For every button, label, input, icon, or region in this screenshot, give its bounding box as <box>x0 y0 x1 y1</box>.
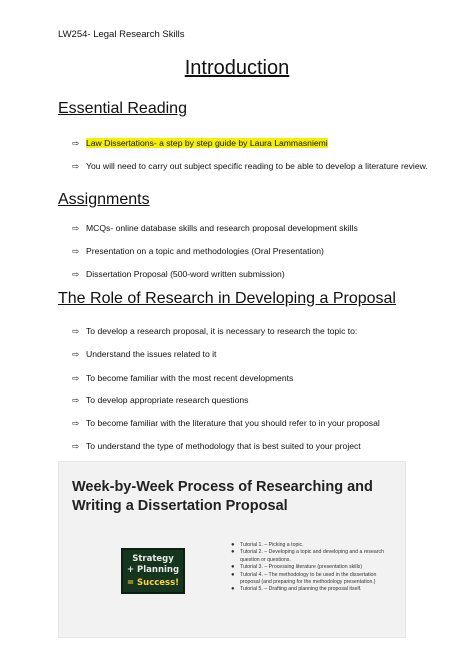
arrow-icon: ⇨ <box>72 138 80 148</box>
arrow-icon: ⇨ <box>72 418 80 428</box>
role-item <box>72 440 432 452</box>
role-item-text: Understand the issues related to it <box>86 349 217 359</box>
role-item <box>72 417 432 429</box>
role-item <box>72 348 432 360</box>
arrow-icon: ⇨ <box>72 373 80 383</box>
tutorial-text: Tutorial 3. – Processing literature (presentation skills) <box>240 564 363 571</box>
bullet-icon: ● <box>231 549 235 556</box>
tutorial-item <box>231 564 393 571</box>
role-item-text: To become familiar with the most recent developments <box>86 373 294 383</box>
tutorial-item <box>231 586 393 593</box>
bullet-icon: ● <box>231 571 235 578</box>
arrow-icon: ⇨ <box>72 223 80 233</box>
assignment-item-text: Dissertation Proposal (500-word written submission) <box>86 269 285 279</box>
arrow-icon: ⇨ <box>72 441 80 451</box>
assignment-item <box>72 222 432 234</box>
tutorial-item <box>231 542 393 549</box>
role-heading: The Role of Research in Developing a Proposal <box>58 290 396 307</box>
course-header: LW254- Legal Research Skills <box>58 29 185 40</box>
embedded-slide-image <box>58 461 406 638</box>
tutorial-text: Tutorial 4. – The methodology to be used in the dissertation proposal (and preparing for the methodology presentation.) <box>240 571 377 586</box>
bullet-icon: ● <box>231 564 235 571</box>
bullet-icon: ● <box>231 542 235 548</box>
assignment-item <box>72 268 432 280</box>
assignment-item-text: MCQs- online database skills and research proposal development skills <box>86 223 358 233</box>
page-title: Introduction <box>184 57 290 79</box>
role-item <box>72 372 432 384</box>
arrow-icon: ⇨ <box>72 161 80 171</box>
tutorial-list <box>231 542 393 594</box>
tutorial-text: Tutorial 5. – Drafting and planning the proposal itself. <box>240 586 362 593</box>
arrow-icon: ⇨ <box>72 395 80 405</box>
arrow-icon: ⇨ <box>72 349 80 359</box>
assignments-heading: Assignments <box>58 191 150 208</box>
arrow-icon: ⇨ <box>72 269 80 279</box>
tutorial-text: Tutorial 1. – Picking a topic. <box>240 542 304 548</box>
arrow-icon: ⇨ <box>72 326 80 336</box>
tutorial-item <box>231 549 393 564</box>
reading-item <box>72 160 432 172</box>
slide-title: Week-by-Week Process of Researching and Writing a Dissertation Proposal <box>72 479 373 514</box>
bullet-icon: ● <box>231 586 235 593</box>
reading-item-text: You will need to carry out subject specific reading to be able to develop a literature review. <box>86 161 428 171</box>
board-line-1: Strategy <box>132 554 174 564</box>
tutorial-item <box>231 572 393 587</box>
essential-reading-heading: Essential Reading <box>58 100 187 117</box>
reading-item <box>72 137 432 149</box>
assignment-item <box>72 245 432 257</box>
arrow-icon: ⇨ <box>72 246 80 256</box>
reading-item-text: Law Dissertations- a step by step guide by Laura Lammasniemi <box>86 138 328 148</box>
role-item <box>72 325 432 337</box>
role-item-text: To become familiar with the literature that you should refer to in your proposal <box>86 418 380 428</box>
tutorial-text: Tutorial 2. – Developing a topic and developing and a research question or questions. <box>240 549 384 563</box>
board-line-3: = Success! <box>126 578 180 588</box>
board-line-2: + Planning <box>126 565 180 575</box>
assignment-item-text: Presentation on a topic and methodologies (Oral Presentation) <box>86 246 324 256</box>
role-item-text: To understand the type of methodology that is best suited to your project <box>86 441 361 451</box>
chalkboard-image <box>121 548 185 594</box>
role-item <box>72 394 432 406</box>
role-item-text: To develop a research proposal, it is necessary to research the topic to: <box>86 326 358 336</box>
role-item-text: To develop appropriate research questions <box>86 395 249 405</box>
